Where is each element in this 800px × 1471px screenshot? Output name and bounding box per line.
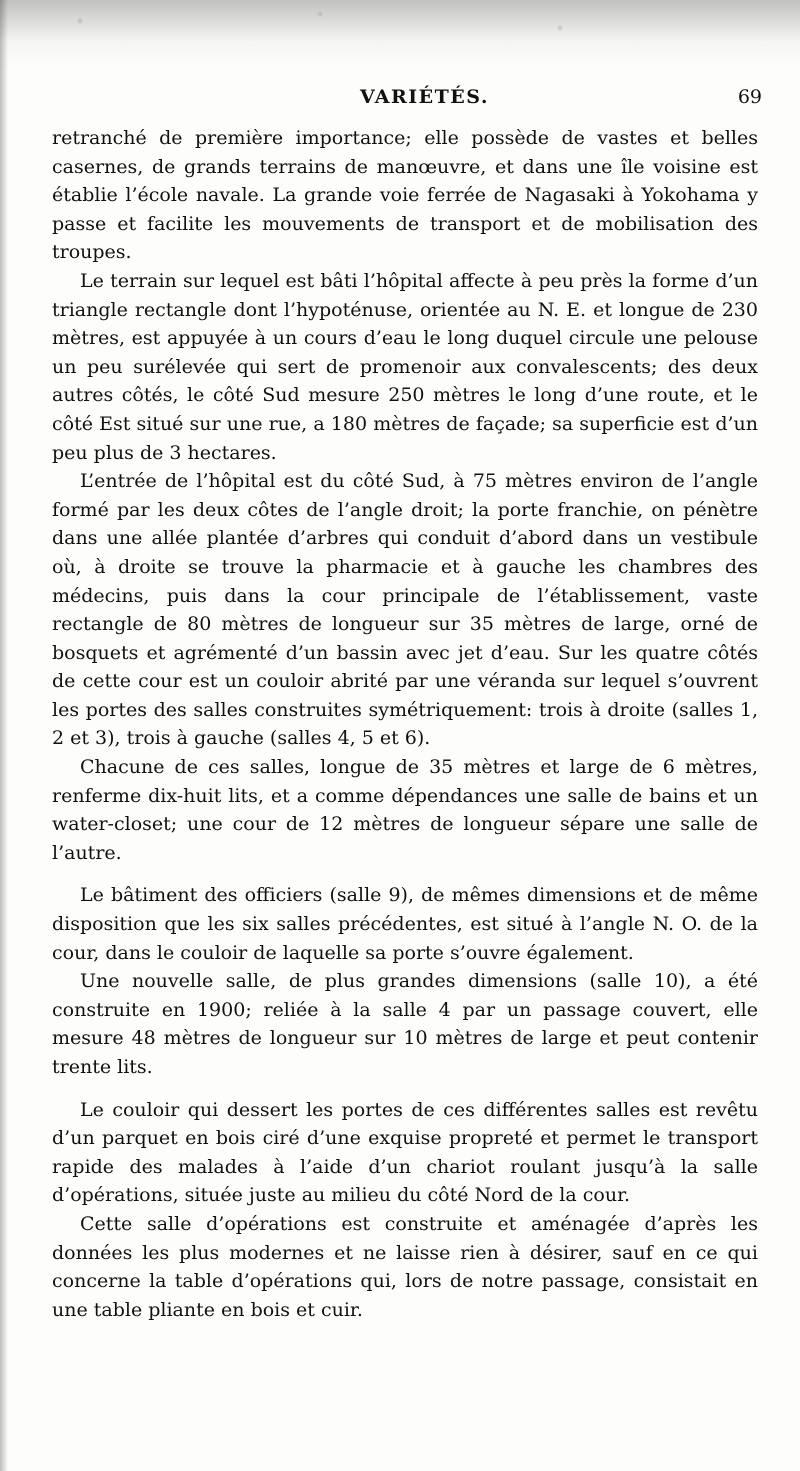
running-head: VARIÉTÉS. <box>360 86 489 108</box>
body-text <box>52 124 758 1324</box>
paragraph-new-ward: Une nouvelle salle, de plus grandes dimensions (salle 10), a été construite en 1900; reliée à la salle 4 par un passage couvert, elle mesure 48 mètres de longueur sur 10 mètres de large et peut contenir trente lits. <box>52 970 758 1078</box>
paragraph-wards: Chacune de ces salles, longue de 35 mètres et large de 6 mètres, renferme dix-huit lits, et a comme dépendances une salle de bains et un water-closet; une cour de 12 mètres de longueur sépare une salle de l’autre. <box>52 756 758 864</box>
paragraph-corridor: Le couloir qui dessert les portes de ces différentes salles est revêtu d’un parquet en bois ciré d’une exquise propreté et permet le transport rapide des malades à l’aide d’un chariot roulant jusqu’à la salle d’opérations, située juste au milieu du côté Nord de la cour. <box>52 1098 758 1207</box>
page-edge-shadow <box>0 0 8 1471</box>
paragraph-hospital-site: Le terrain sur lequel est bâti l’hôpital affecte à peu près la forme d’un triangle rectangle dont l’hypoténuse, orientée au N. E. et longue de 230 mètres, est appuyée à un cours d’eau le long duquel circule une pelouse un peu surélevée qui sert de promenoir aux convalescents; des deux autres côtés, le côté Sud mesure 250 mètres le long d’une route, et le côté Est situé sur une rue, a 180 mètres de façade; sa superficie est d’un peu plus de 3 hectares. <box>52 269 758 464</box>
paragraph-continuation: retranché de première importance; elle possède de vastes et belles casernes, de grands terrains de manœuvre, et dans une île voisine est établie l’école navale. La grande voie ferrée de Nagasaki à Yokohama y passe et facilite les mouvements de transport et de mobilisation des troupes. <box>52 127 758 264</box>
paragraph-hospital-entrance: L’entrée de l’hôpital est du côté Sud, à 75 mètres environ de l’angle formé par les deux côtes de l’angle droit; la porte franchie, on pénètre dans une allée plantée d’arbres qui conduit d’abord dans un vestibule où, à droite se trouve la pharmacie et à gauche les chambres des médecins, puis dans la cour principale de l’établissement, vaste rectangle de 80 mètres de longueur sur 35 mètres de large, orné de bosquets et agrémenté d’un bassin avec jet d’eau. Sur les quatre côtés de cette cour est un couloir abrité par une véranda sur lequel s’ouvrent les portes des salles construites symétriquement: trois à droite (salles 1, 2 et 3), trois à gauche (salles 4, 5 et 6). <box>52 470 758 750</box>
scan-noise-band <box>0 0 800 70</box>
page-header <box>50 86 770 116</box>
paragraph-operating-room: Cette salle d’opérations est construite et aménagée d’après les données les plus modernes et ne laisse rien à désirer, sauf en ce qui concerne la table d’opérations qui, lors de notre passage, consistait en une table pliante en bois et cuir. <box>52 1212 758 1321</box>
page-number: 69 <box>737 86 762 108</box>
paragraph-officers-building: Le bâtiment des officiers (salle 9), de mêmes dimensions et de même disposition que les six salles précédentes, est situé à l’angle N. O. de la cour, dans le couloir de laquelle sa porte s’ouvre également. <box>52 884 758 964</box>
